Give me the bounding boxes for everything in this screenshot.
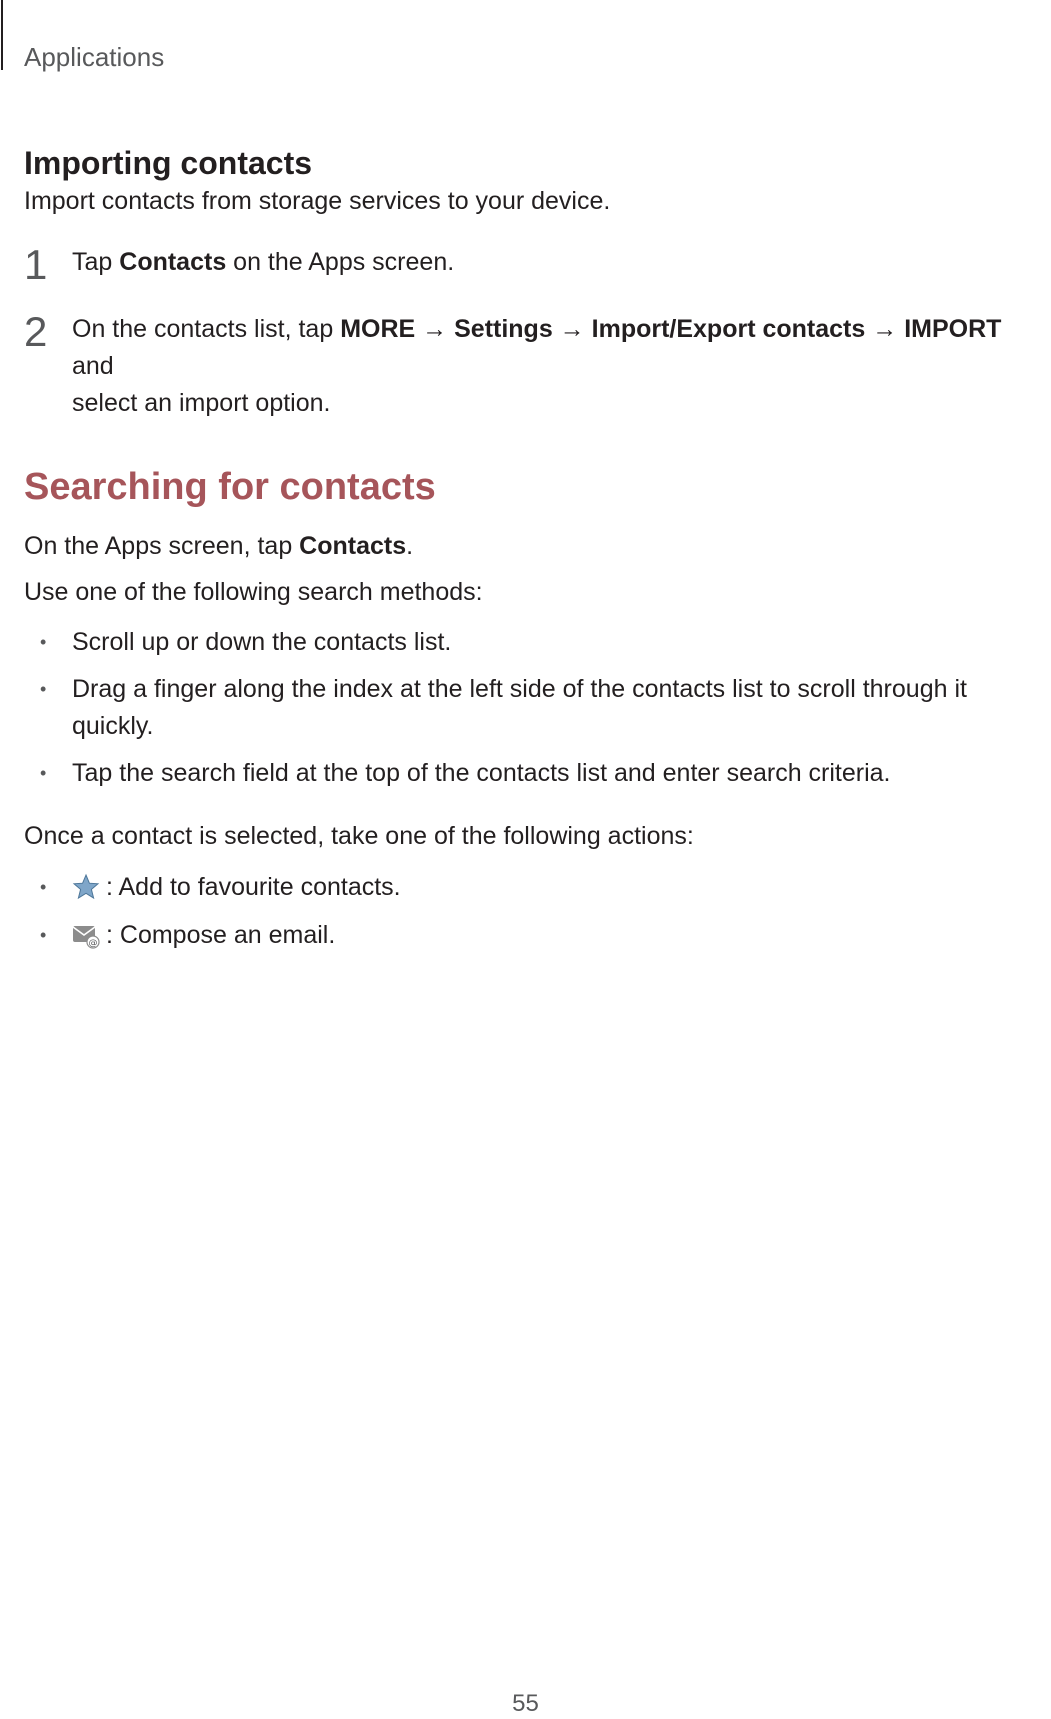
contacts-menu-name: Contacts <box>299 532 407 560</box>
import-button-name: IMPORT <box>904 315 1002 343</box>
step-number: 1 <box>24 241 48 288</box>
list-item-text <box>72 869 1012 906</box>
arrow-separator: → <box>415 315 455 343</box>
step-number: 2 <box>24 308 48 355</box>
intro-text-part: On the Apps screen, tap <box>24 532 300 560</box>
margin-rule <box>1 0 3 70</box>
bullet-point: • <box>40 679 47 699</box>
step-text-part: On the contacts list, tap <box>72 315 341 343</box>
actions-intro: Once a contact is selected, take one of the following actions: <box>24 822 694 850</box>
page-number: 55 <box>512 1690 539 1717</box>
bullet-point: • <box>40 763 47 783</box>
bullet-point: • <box>40 877 47 897</box>
step-text-part: on the Apps screen. <box>226 248 455 276</box>
arrow-separator: → <box>865 315 905 343</box>
svg-text:@: @ <box>88 938 98 949</box>
step-text-part: Tap <box>72 248 120 276</box>
searching-contacts-heading: Searching for contacts <box>24 466 436 508</box>
step-text-part: and <box>72 352 114 380</box>
step-text <box>72 311 1042 422</box>
email-compose-icon <box>72 921 100 949</box>
list-item-text: Scroll up or down the contacts list. <box>72 628 452 656</box>
intro-text-part: . <box>406 532 414 560</box>
contacts-menu-name: Contacts <box>119 248 227 276</box>
action-text: : Add to favourite contacts. <box>106 873 401 901</box>
list-item-text: Drag a finger along the index at the left side of the contacts list to scroll through it quickly. <box>72 675 967 740</box>
star-icon <box>72 873 100 901</box>
arrow-separator: → <box>552 315 592 343</box>
step-text-part: select an import option. <box>72 389 331 417</box>
section-header: Applications <box>24 42 165 72</box>
settings-menu-name: Settings <box>454 315 553 343</box>
action-text: : Compose an email. <box>106 921 336 949</box>
step-text <box>72 244 1042 281</box>
importing-contacts-heading: Importing contacts <box>24 145 313 181</box>
bullet-point: • <box>40 632 47 652</box>
more-menu-name: MORE <box>340 315 416 343</box>
search-intro <box>24 528 413 565</box>
import-export-menu-name: Import/Export contacts <box>591 315 866 343</box>
import-intro: Import contacts from storage services to your device. <box>24 187 611 215</box>
methods-intro: Use one of the following search methods: <box>24 578 483 606</box>
list-item-text <box>72 917 1012 954</box>
bullet-point: • <box>40 925 47 945</box>
list-item-text: Tap the search field at the top of the contacts list and enter search criteria. <box>72 759 891 787</box>
